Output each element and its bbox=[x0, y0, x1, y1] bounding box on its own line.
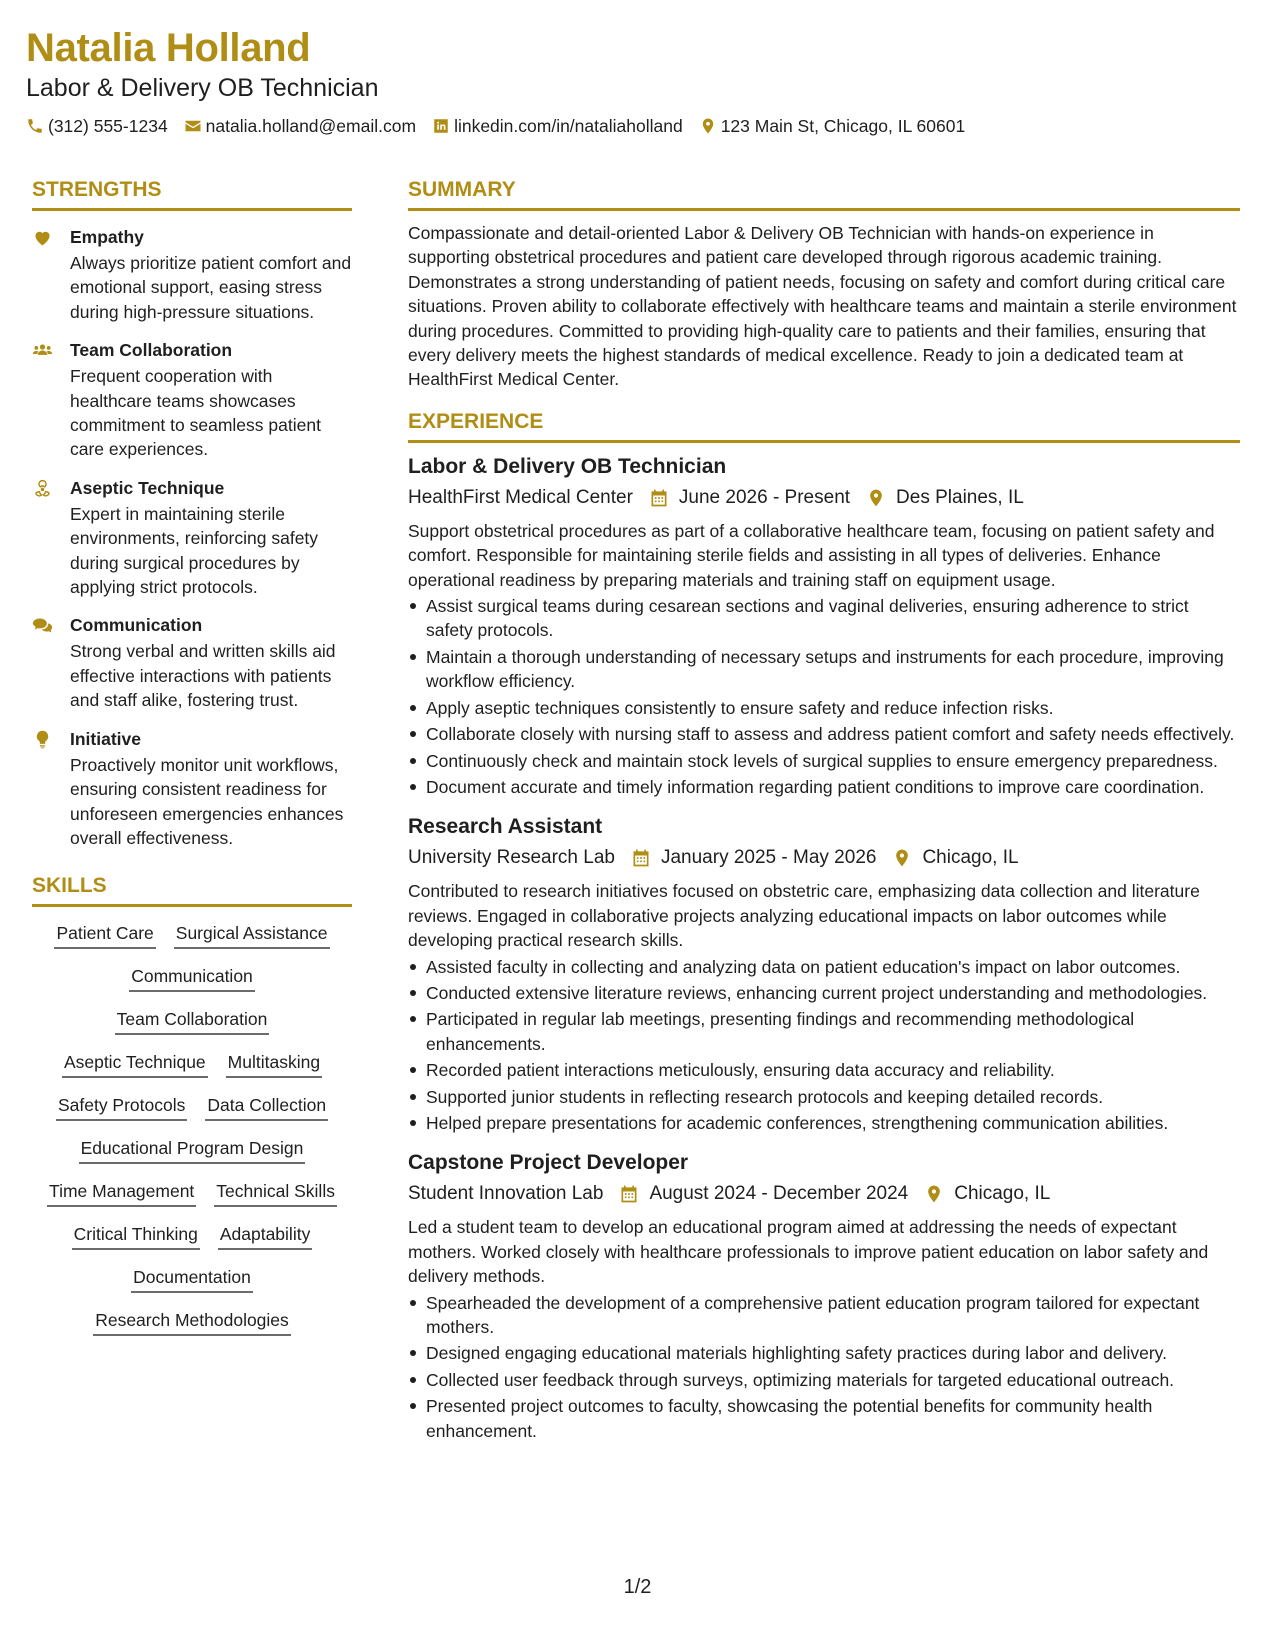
dates-text: August 2024 - December 2024 bbox=[649, 1183, 909, 1205]
bullet-item: Recorded patient interactions meticulously, ensuring data accuracy and reliability. bbox=[408, 1058, 1240, 1082]
summary-heading: SUMMARY bbox=[408, 176, 1240, 211]
left-column bbox=[32, 176, 352, 1336]
skill-tag: Team Collaboration bbox=[115, 1007, 270, 1035]
company-name: HealthFirst Medical Center bbox=[408, 486, 633, 508]
bullet-item: Spearheaded the development of a comprehensive patient education program tailored for expectant mothers. bbox=[408, 1291, 1240, 1340]
strength-desc: Always prioritize patient comfort and emotional support, easing stress during high-pressure situations. bbox=[70, 253, 352, 322]
candidate-name: Natalia Holland bbox=[26, 26, 311, 70]
contact-linkedin[interactable] bbox=[432, 114, 683, 138]
comments-icon bbox=[32, 615, 53, 636]
skill-tag: Critical Thinking bbox=[72, 1222, 200, 1250]
contact-bar bbox=[26, 114, 1226, 138]
map-pin-icon bbox=[866, 488, 886, 508]
strength-item bbox=[32, 476, 352, 600]
job-location bbox=[892, 845, 1018, 871]
map-pin-icon bbox=[699, 117, 717, 135]
calendar-icon bbox=[631, 848, 651, 868]
strength-title: Empathy bbox=[70, 227, 144, 247]
location-text: Chicago, IL bbox=[922, 847, 1019, 869]
bullet-item: Helped prepare presentations for academic conferences, strengthening communication abilities. bbox=[408, 1111, 1240, 1135]
bullet-item: Designed engaging educational materials highlighting safety practices during labor and delivery. bbox=[408, 1341, 1240, 1365]
strength-title: Initiative bbox=[70, 728, 141, 749]
strength-desc: Frequent cooperation with healthcare teams showcases commitment to seamless patient care experiences. bbox=[70, 366, 321, 460]
strength-title: Team Collaboration bbox=[70, 340, 233, 361]
bullet-item: Apply aseptic techniques consistently to ensure safety and reduce infection risks. bbox=[408, 696, 1240, 720]
heart-icon bbox=[32, 227, 53, 248]
bullet-item: Assist surgical teams during cesarean sections and vaginal deliveries, ensuring adherence to strict safety protocols. bbox=[408, 594, 1240, 643]
bullet-item: Document accurate and timely information regarding patient conditions to improve care coordination. bbox=[408, 775, 1240, 799]
skills-list bbox=[32, 921, 352, 1336]
email-text[interactable]: natalia.holland@email.com bbox=[205, 116, 417, 136]
bullet-item: Presented project outcomes to faculty, showcasing the potential benefits for community health enhancement. bbox=[408, 1394, 1240, 1443]
company-name: University Research Lab bbox=[408, 847, 615, 869]
dates-text: June 2026 - Present bbox=[678, 486, 851, 508]
envelope-icon bbox=[184, 117, 202, 135]
biohazard-icon bbox=[32, 478, 53, 499]
strength-item bbox=[32, 613, 352, 712]
skill-tag: Documentation bbox=[131, 1265, 253, 1293]
skill-tag: Data Collection bbox=[205, 1093, 328, 1121]
job-location bbox=[866, 485, 1024, 511]
skill-tag: Educational Program Design bbox=[79, 1136, 306, 1164]
strengths-heading: STRENGTHS bbox=[32, 176, 352, 211]
bullet-item: Participated in regular lab meetings, presenting findings and recommending methodological enhancements. bbox=[408, 1007, 1240, 1056]
job-dates bbox=[649, 485, 850, 511]
job-meta bbox=[408, 485, 1240, 511]
address-text: 123 Main St, Chicago, IL 60601 bbox=[720, 116, 966, 136]
strength-title: Communication bbox=[70, 615, 203, 636]
job-entry bbox=[408, 813, 1240, 1135]
resume-header bbox=[26, 22, 1226, 138]
contact-email[interactable] bbox=[184, 114, 416, 138]
calendar-icon bbox=[619, 1184, 639, 1204]
users-icon bbox=[32, 340, 53, 361]
strength-item bbox=[32, 225, 352, 324]
job-title: Capstone Project Developer bbox=[408, 1151, 689, 1175]
skill-tag: Time Management bbox=[47, 1179, 196, 1207]
job-meta bbox=[408, 845, 1240, 871]
job-entry bbox=[408, 1149, 1240, 1443]
contact-address bbox=[699, 114, 966, 138]
strength-title: Aseptic Technique bbox=[70, 477, 225, 498]
phone-text: (312) 555-1234 bbox=[48, 116, 168, 136]
strength-item bbox=[32, 727, 352, 851]
dates-text: January 2025 - May 2026 bbox=[660, 847, 877, 869]
phone-icon bbox=[26, 117, 44, 135]
map-pin-icon bbox=[924, 1184, 944, 1204]
bullet-item: Collected user feedback through surveys, optimizing materials for targeted educational outreach. bbox=[408, 1368, 1240, 1392]
bullet-item: Continuously check and maintain stock levels of surgical supplies to ensure emergency preparedness. bbox=[408, 749, 1240, 773]
skill-tag: Communication bbox=[129, 964, 255, 992]
location-text: Des Plaines, IL bbox=[896, 486, 1024, 508]
skill-tag: Research Methodologies bbox=[93, 1308, 291, 1336]
bullet-item: Collaborate closely with nursing staff to assess and address patient comfort and safety needs effectively. bbox=[408, 722, 1240, 746]
strength-desc: Strong verbal and written skills aid effective interactions with patients and staff alike, fostering trust. bbox=[70, 641, 336, 711]
job-description: Led a student team to develop an educational program aimed at addressing the needs of expectant mothers. Worked closely with healthcare professionals to improve patient education on labor safety and delivery methods. bbox=[408, 1217, 1209, 1287]
candidate-title: Labor & Delivery OB Technician bbox=[26, 74, 379, 102]
skill-tag: Patient Care bbox=[54, 921, 155, 949]
linkedin-text[interactable]: linkedin.com/in/nataliaholland bbox=[454, 116, 683, 136]
skill-tag: Multitasking bbox=[226, 1050, 322, 1078]
bullet-item: Supported junior students in reflecting research protocols and keeping detailed records. bbox=[408, 1085, 1240, 1109]
strength-desc: Expert in maintaining sterile environments, reinforcing safety during surgical procedures by applying strict protocols. bbox=[70, 503, 319, 598]
job-description: Contributed to research initiatives focused on obstetric care, emphasizing data collection and literature reviews. Engaged in collaborative projects analyzing educational impacts on labor outcomes while developing practical research skills. bbox=[408, 881, 1200, 951]
skill-tag: Technical Skills bbox=[214, 1179, 337, 1207]
strength-desc: Proactively monitor unit workflows, ensuring consistent readiness for unforeseen emergencies enhances overall effectiveness. bbox=[70, 754, 344, 848]
skill-tag: Surgical Assistance bbox=[174, 921, 330, 949]
contact-phone bbox=[26, 114, 168, 138]
strength-item bbox=[32, 338, 352, 462]
experience-section bbox=[408, 408, 1240, 1443]
bullet-item: Maintain a thorough understanding of necessary setups and instruments for each procedure, improving workflow efficiency. bbox=[408, 645, 1240, 694]
job-bullets bbox=[408, 955, 1240, 1136]
job-dates bbox=[619, 1181, 908, 1207]
skills-heading: SKILLS bbox=[32, 872, 352, 907]
location-text: Chicago, IL bbox=[954, 1183, 1051, 1205]
experience-heading: EXPERIENCE bbox=[408, 408, 1240, 443]
company-name: Student Innovation Lab bbox=[408, 1183, 604, 1205]
skill-tag: Adaptability bbox=[218, 1222, 312, 1250]
job-description: Support obstetrical procedures as part of a collaborative healthcare team, focusing on patient safety and comfort. Responsible for maintaining sterile fields and assisting in all types of deliveries. Enhance operational readiness by preparing materials and training staff on equipment usage. bbox=[408, 520, 1215, 590]
job-meta bbox=[408, 1181, 1240, 1207]
lightbulb-icon bbox=[32, 729, 53, 750]
skill-tag: Aseptic Technique bbox=[62, 1050, 208, 1078]
map-pin-icon bbox=[892, 848, 912, 868]
skill-tag: Safety Protocols bbox=[56, 1093, 187, 1121]
job-entry bbox=[408, 453, 1240, 799]
summary-text: Compassionate and detail-oriented Labor & Delivery OB Technician with hands-on experience in supporting obstetrical procedures and patient care developed through rigorous academic training. Demonstrates a strong understanding of patient needs, focusing on safety and comfort during critical care situations. Proven ability to collaborate effectively with healthcare teams and maintain a sterile environment during procedures. Committed to providing high-quality care to patients and their families, ensuring that every delivery meets the highest standards of medical excellence. Ready to join a dedicated team at HealthFirst Medical Center. bbox=[408, 223, 1237, 390]
job-bullets bbox=[408, 594, 1240, 799]
page-number: 1/2 bbox=[623, 1576, 652, 1598]
job-location bbox=[924, 1181, 1050, 1207]
linkedin-icon bbox=[432, 117, 450, 135]
job-title: Research Assistant bbox=[408, 815, 603, 839]
calendar-icon bbox=[649, 488, 669, 508]
job-title: Labor & Delivery OB Technician bbox=[408, 454, 727, 478]
right-column bbox=[408, 176, 1240, 1443]
bullet-item: Assisted faculty in collecting and analyzing data on patient education's impact on labor outcomes. bbox=[408, 955, 1240, 979]
bullet-item: Conducted extensive literature reviews, enhancing current project understanding and methodologies. bbox=[408, 981, 1240, 1005]
job-dates bbox=[631, 845, 876, 871]
job-bullets bbox=[408, 1291, 1240, 1443]
